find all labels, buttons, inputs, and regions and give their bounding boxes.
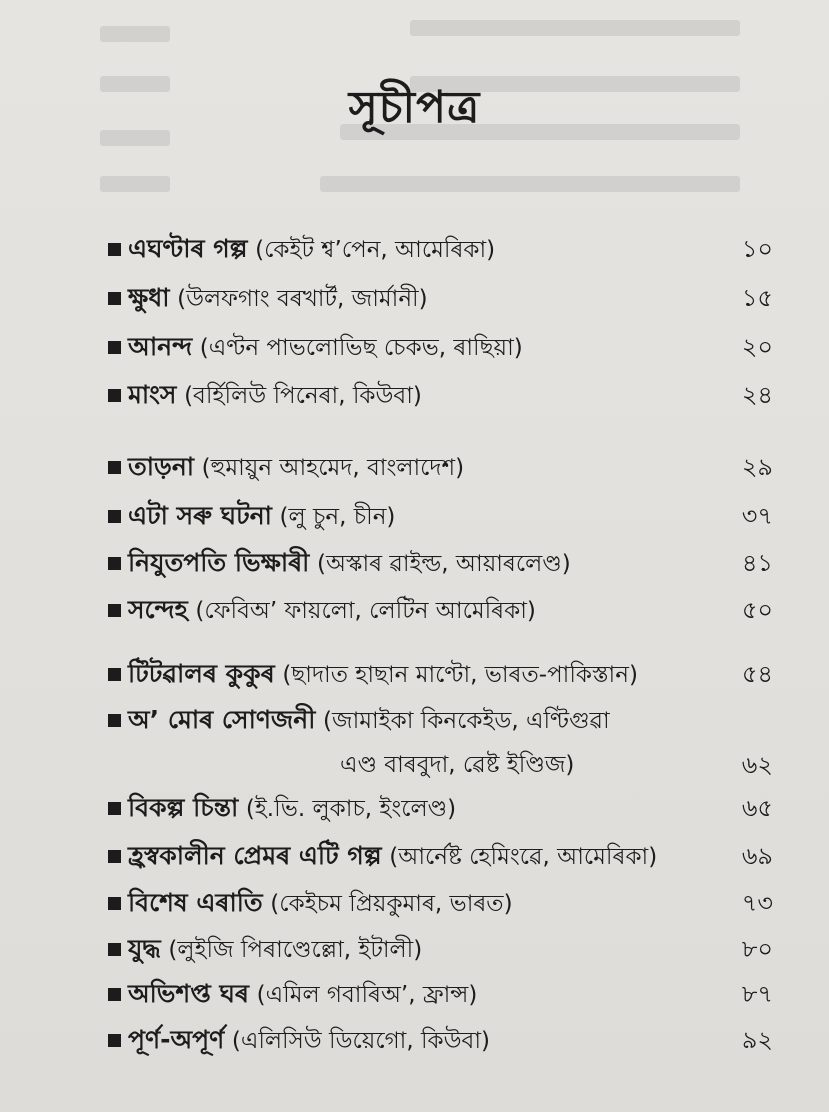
story-title: সন্দেহ — [128, 595, 188, 624]
author-country: (জামাইকা কিনকেইড, এণ্টিগুৱা — [323, 708, 610, 734]
author-country: (ছাদাত হাছান মাণ্টো, ভাৰত-পাকিস্তান) — [282, 662, 638, 688]
page-number: ১০ — [741, 235, 773, 263]
page-number: ৩৭ — [741, 502, 773, 530]
story-title: ক্ষুধা — [128, 283, 170, 312]
square-bullet-icon — [108, 461, 121, 474]
story-title: বিকল্প চিন্তা — [128, 793, 239, 822]
toc-entry — [108, 883, 773, 923]
square-bullet-icon — [108, 292, 121, 305]
toc-entry — [108, 496, 773, 536]
page-title: সূচীপত্ৰ — [348, 82, 481, 133]
square-bullet-icon — [108, 1034, 121, 1047]
story-title: টিটৱালৰ কুকুৰ — [128, 659, 275, 688]
story-title: এঘণ্টাৰ গল্প — [128, 234, 248, 263]
author-country: (কেইচম প্ৰিয়কুমাৰ, ভাৰত) — [270, 891, 513, 917]
square-bullet-icon — [108, 943, 121, 956]
story-title: নিযুতপতি ভিক্ষাৰী — [128, 548, 310, 577]
page-number: ৯২ — [741, 1026, 773, 1054]
toc-entry-continuation — [340, 745, 773, 785]
toc-entry — [108, 654, 773, 694]
toc-entry — [108, 788, 773, 828]
page-number: ৬২ — [741, 751, 773, 779]
square-bullet-icon — [108, 714, 121, 727]
page-number: ৮০ — [741, 935, 773, 963]
story-title: অভিশপ্ত ঘৰ — [128, 979, 249, 1008]
page-number: ৫৪ — [741, 660, 773, 688]
toc-entry — [108, 590, 773, 630]
story-title: অ’ মোৰ সোণজনী — [128, 705, 316, 734]
square-bullet-icon — [108, 341, 121, 354]
story-title: এটা সৰু ঘটনা — [128, 501, 272, 530]
page-number: ২৯ — [741, 453, 773, 481]
author-country: (ফেবিঅ’ ফায়লো, লেটিন আমেৰিকা) — [195, 598, 536, 624]
square-bullet-icon — [108, 850, 121, 863]
square-bullet-icon — [108, 668, 121, 681]
author-country: (হুমায়ুন আহমেদ, বাংলাদেশ) — [201, 455, 465, 481]
page-number: ৮৭ — [741, 980, 773, 1008]
author-country: (এলিসিউ ডিয়েগো, কিউবা) — [231, 1028, 490, 1054]
story-title: আনন্দ — [128, 332, 193, 361]
toc-entry — [108, 543, 773, 583]
page-number: ৬৯ — [741, 842, 773, 870]
toc-entry — [108, 700, 773, 740]
page-number: ১৫ — [741, 284, 773, 312]
toc-entry — [108, 929, 773, 969]
author-country: (উলফগাং বৰখাৰ্ট, জাৰ্মানী) — [177, 286, 428, 312]
toc-entry — [108, 974, 773, 1014]
author-country: (কেইট শ্ব’পেন, আমেৰিকা) — [255, 237, 496, 263]
toc-entry — [108, 447, 773, 487]
page-number: ২০ — [741, 333, 773, 361]
story-title: যুদ্ধ — [128, 934, 161, 963]
toc-entry — [108, 327, 773, 367]
square-bullet-icon — [108, 604, 121, 617]
story-title: মাংস — [128, 380, 177, 409]
toc-entry — [108, 1020, 773, 1060]
square-bullet-icon — [108, 510, 121, 523]
author-country: (এণ্টন পাভলোভিছ চেকভ, ৰাছিয়া) — [199, 335, 523, 361]
page-number: ৪১ — [741, 549, 773, 577]
author-country: (লুইজি পিৰাণ্ডেল্লো, ইটালী) — [168, 937, 423, 963]
toc-entry — [108, 229, 773, 269]
toc-entry — [108, 836, 773, 876]
square-bullet-icon — [108, 988, 121, 1001]
story-title: হ্ৰস্বকালীন প্ৰেমৰ এটি গল্প — [128, 841, 382, 870]
square-bullet-icon — [108, 897, 121, 910]
author-country: (আৰ্নেষ্ট হেমিংৱে, আমেৰিকা) — [389, 844, 658, 870]
author-country: (এমিল গবাৰিঅ’, ফ্ৰান্স) — [256, 982, 478, 1008]
page-number: ৫০ — [741, 596, 773, 624]
toc-entry — [108, 375, 773, 415]
story-title: তাড়না — [128, 452, 195, 481]
story-title: বিশেষ এৰাতি — [128, 888, 263, 917]
page-number: ৬৫ — [741, 794, 773, 822]
square-bullet-icon — [108, 389, 121, 402]
square-bullet-icon — [108, 802, 121, 815]
toc-entry — [108, 278, 773, 318]
square-bullet-icon — [108, 557, 121, 570]
square-bullet-icon — [108, 243, 121, 256]
author-country-continued: এণ্ড বাৰবুদা, ৱেষ্ট ইণ্ডিজ) — [340, 752, 575, 778]
author-country: (অস্কাৰ ৱাইল্ড, আয়াৰলেণ্ড) — [316, 551, 571, 577]
author-country: (বৰ্হিলিউ পিনেৰা, কিউবা) — [184, 383, 422, 409]
author-country: (ই.ভি. লুকাচ, ইংলেণ্ড) — [245, 796, 457, 822]
story-title: পূৰ্ণ-অপূৰ্ণ — [128, 1025, 225, 1054]
page-number: ৭৩ — [741, 889, 773, 917]
page-number: ২৪ — [741, 381, 773, 409]
author-country: (লু চুন, চীন) — [279, 504, 396, 530]
